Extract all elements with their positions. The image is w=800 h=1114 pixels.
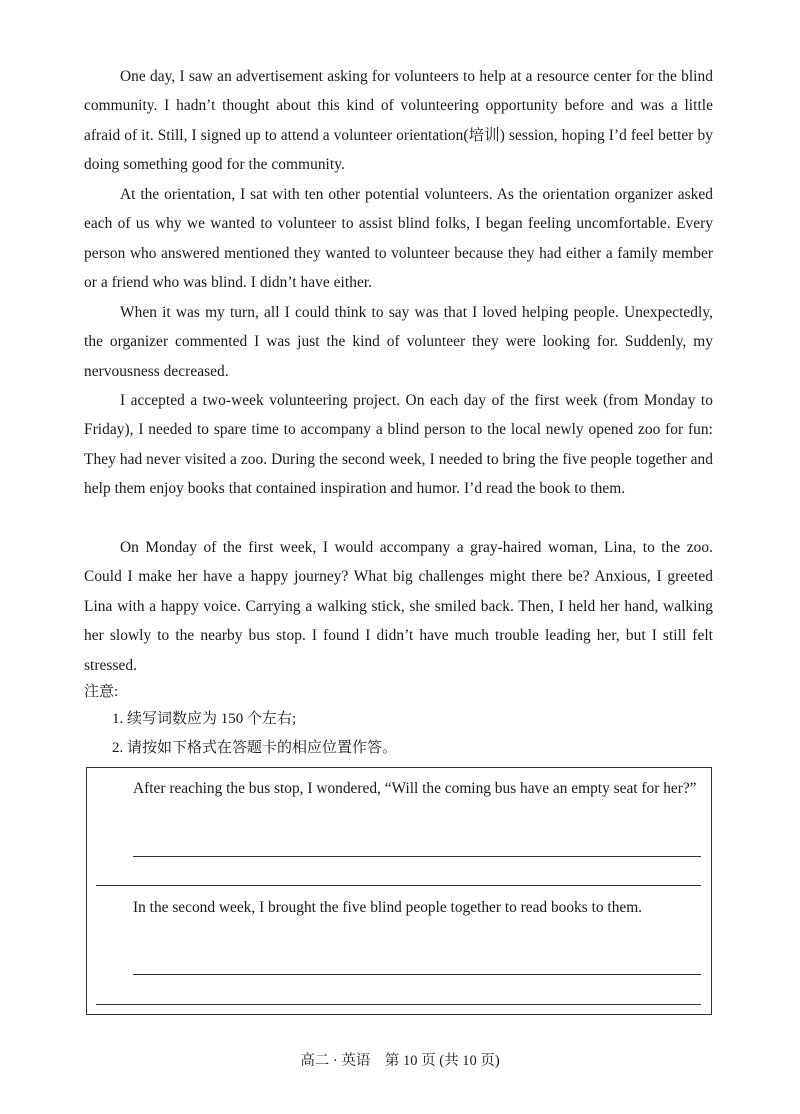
writing-line[interactable] (96, 1004, 701, 1005)
passage-paragraph-4: I accepted a two-week volunteering project. On each day of the first week (from Monday to Friday), I needed to spare time to accompany a blind person to the local newly opened zoo for fun: They had never visited a zoo. During the second week, I needed to bring the five people together and help them enjoy books that contained inspiration and humor. I’d read the book to them. (84, 392, 713, 498)
note-item-2: 2. 请按如下格式在答题卡的相应位置作答。 (112, 740, 398, 756)
answer-para-2-opening: In the second week, I brought the five blind people together to read books to them. (133, 899, 643, 916)
writing-line[interactable] (133, 974, 701, 975)
passage-paragraph-5: On Monday of the first week, I would accompany a gray-haired woman, Lina, to the zoo. Could I make her have a happy journey? What big challenges might there be? Anxious, I greeted Lina with a happy voice. Carrying a walking stick, she smiled back. Then, I held her hand, walking her slowly to the nearby bus stop. I found I didn’t have much trouble leading her, but I still felt stressed. (84, 539, 713, 674)
writing-line[interactable] (133, 856, 701, 857)
note-item-1: 1. 续写词数应为 150 个左右; (112, 711, 297, 727)
notes-title: 注意: (84, 684, 119, 700)
writing-line[interactable] (96, 885, 701, 886)
page-footer: 高二 · 英语 第 10 页 (共 10 页) (300, 1053, 500, 1069)
passage-paragraph-1: One day, I saw an advertisement asking for volunteers to help at a resource center for the blind community. I hadn’t thought about this kind of volunteering opportunity before and was a little afraid of it. Still, I signed up to attend a volunteer orientation(培训) session, hoping I’d feel better by doing something good for the community. (84, 68, 713, 174)
answer-para-1-opening: After reaching the bus stop, I wondered, “Will the coming bus have an empty seat for her?” (133, 780, 697, 797)
passage-paragraph-2: At the orientation, I sat with ten other potential volunteers. As the orientation organizer asked each of us why we wanted to volunteer to assist blind folks, I began feeling uncomfortable. Every person who answered mentioned they wanted to volunteer because they had either a family member or a friend who was blind. I didn’t have either. (84, 186, 713, 292)
answer-box (86, 767, 712, 1015)
passage-paragraph-3: When it was my turn, all I could think to say was that I loved helping people. Unexpectedly, the organizer commented I was just the kind of volunteer they were looking for. Suddenly, my nervousness decreased. (84, 304, 713, 380)
